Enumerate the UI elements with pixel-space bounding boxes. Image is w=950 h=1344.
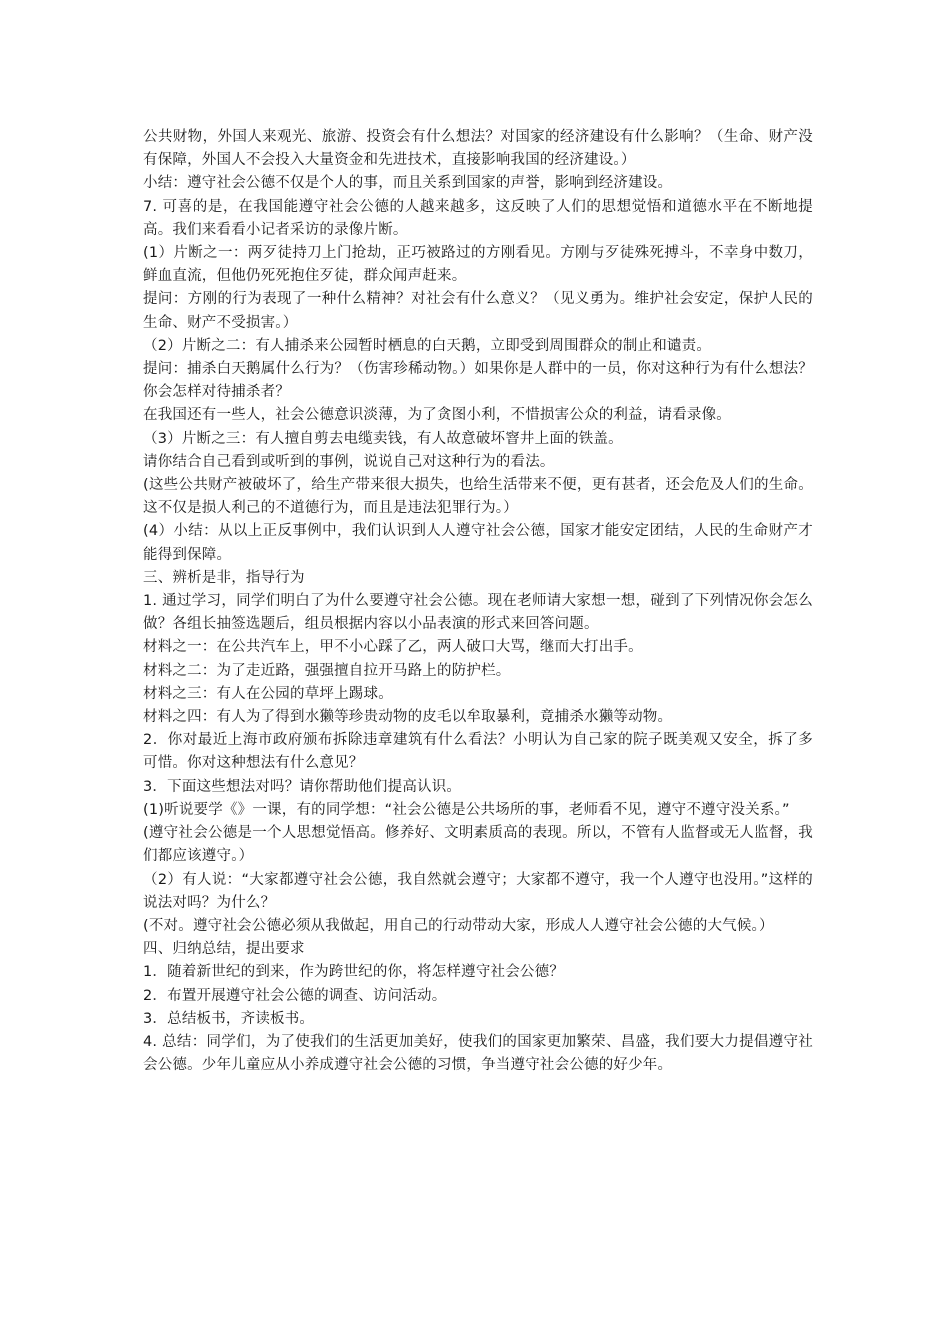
section-heading: 三、辨析是非，指导行为 bbox=[143, 569, 305, 586]
paragraph: （2）有人说：“大家都遵守社会公德，我自然就会遵守；大家都不遵守，我一个人遵守也没用。”这样的说法对吗？为什么？ bbox=[143, 871, 813, 911]
paragraph: (1)听说要学《》一课，有的同学想：“社会公德是公共场所的事，老师看不见，遵守不遵守没关系。” bbox=[143, 801, 790, 818]
paragraph: 在我国还有一些人，社会公德意识淡薄，为了贪图小利，不惜损害公众的利益，请看录像。 bbox=[143, 407, 731, 424]
paragraph: (不对。遵守社会公德必须从我做起，用自己的行动带动大家，形成人人遵守社会公德的大气候。） bbox=[143, 917, 774, 934]
paragraph: 2．你对最近上海市政府颁布拆除违章建筑有什么看法？小明认为自己家的院子既美观又安全，拆了多可惜。你对这种想法有什么意见？ bbox=[143, 732, 813, 772]
paragraph: 1．随着新世纪的到来，作为跨世纪的你，将怎样遵守社会公德？ bbox=[143, 964, 565, 981]
paragraph: 3．总结板书，齐读板书。 bbox=[143, 1010, 315, 1027]
paragraph: 材料之四：有人为了得到水獭等珍贵动物的皮毛以牟取暴利，竟捕杀水獭等动物。 bbox=[143, 709, 673, 726]
paragraph: （2）片断之二：有人捕杀来公园暂时栖息的白天鹅，立即受到周围群众的制止和谴责。 bbox=[143, 337, 712, 354]
document-page bbox=[143, 126, 813, 1077]
paragraph: 材料之一：在公共汽车上，甲不小心踩了乙，两人破口大骂，继而大打出手。 bbox=[143, 639, 643, 656]
paragraph: 3．下面这些想法对吗？请你帮助他们提高认识。 bbox=[143, 778, 462, 795]
paragraph: (这些公共财产被破坏了，给生产带来很大损失，也给生活带来不便，更有甚者，还会危及人们的生命。这不仅是损人利己的不道德行为，而且是违法犯罪行为。） bbox=[143, 477, 813, 517]
paragraph: (4）小结：从以上正反事例中，我们认识到人人遵守社会公德，国家才能安定团结，人民的生命财产才能得到保障。 bbox=[143, 523, 813, 563]
paragraph: 提问：方刚的行为表现了一种什么精神？对社会有什么意义？（见义勇为。维护社会安定，保护人民的生命、财产不受损害。） bbox=[143, 291, 813, 331]
paragraph: 材料之二：为了走近路，强强擅自拉开马路上的防护栏。 bbox=[143, 662, 511, 679]
paragraph: 1. 通过学习，同学们明白了为什么要遵守社会公德。现在老师请大家想一想，碰到了下列情况你会怎么做？各组长抽签选题后，组员根据内容以小品表演的形式来回答问题。 bbox=[143, 593, 813, 633]
paragraph: 请你结合自己看到或听到的事例，说说自己对这种行为的看法。 bbox=[143, 453, 555, 470]
paragraph: 提问：捕杀白天鹅属什么行为？（伤害珍稀动物。）如果你是人群中的一员，你对这种行为有什么想法？你会怎样对待捕杀者？ bbox=[143, 361, 813, 401]
paragraph: 7. 可喜的是，在我国能遵守社会公德的人越来越多，这反映了人们的思想觉悟和道德水平在不断地提高。我们来看看小记者采访的录像片断。 bbox=[143, 198, 813, 238]
paragraph: (1）片断之一：两歹徒持刀上门抢劫，正巧被路过的方刚看见。方刚与歹徒殊死搏斗，不幸身中数刀，鲜血直流，但他仍死死抱住歹徒，群众闻声赶来。 bbox=[143, 245, 813, 285]
paragraph: 2．布置开展遵守社会公德的调查、访问活动。 bbox=[143, 987, 447, 1004]
section-heading: 四、归纳总结，提出要求 bbox=[143, 941, 305, 958]
paragraph: 材料之三：有人在公园的草坪上踢球。 bbox=[143, 685, 393, 702]
paragraph: (遵守社会公德是一个人思想觉悟高。修养好、文明素质高的表现。所以，不管有人监督或无人监督，我们都应该遵守。） bbox=[143, 825, 813, 865]
paragraph: 公共财物，外国人来观光、旅游、投资会有什么想法？对国家的经济建设有什么影响？（生命、财产没有保障，外国人不会投入大量资金和先进技术，直接影响我国的经济建设。） bbox=[143, 129, 813, 169]
paragraph: 小结：遵守社会公德不仅是个人的事，而且关系到国家的声誉，影响到经济建设。 bbox=[143, 175, 673, 192]
paragraph: （3）片断之三：有人擅自剪去电缆卖钱，有人故意破坏窨井上面的铁盖。 bbox=[143, 430, 623, 447]
paragraph: 4. 总结：同学们，为了使我们的生活更加美好，使我们的国家更加繁荣、昌盛，我们要大力提倡遵守社会公德。少年儿童应从小养成遵守社会公德的习惯，争当遵守社会公德的好少年。 bbox=[143, 1033, 813, 1074]
